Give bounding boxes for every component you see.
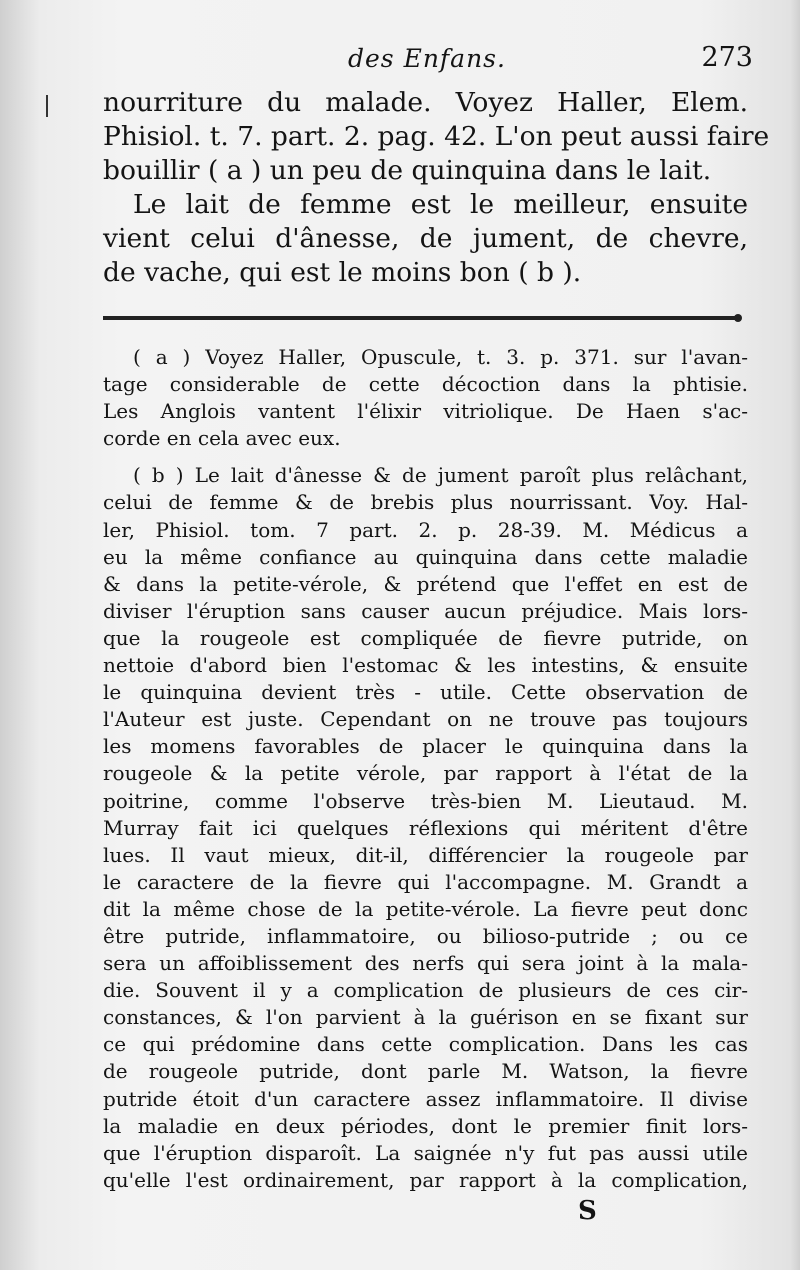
text-line: de vache, qui est le moins bon ( b ). [103,257,582,288]
footnote-line: la maladie en deux périodes, dont le premier finit lors- [103,1113,748,1138]
footnote-line: les momens favorables de placer le quinquina dans la [103,734,748,759]
footnote-line: qu'elle l'est ordinairement, par rapport à la complication, [103,1167,748,1192]
running-title: des Enfans. [348,44,506,73]
margin-mark [46,95,48,117]
signature-mark: S [578,1196,597,1226]
text-line: Le lait de femme est le meilleur, ensuite [133,189,748,220]
footnote-line: & dans la petite-vérole, & prétend que l'effet en est de [103,571,748,596]
footnote-line: ce qui prédomine dans cette complication. Dans les cas [103,1032,748,1057]
footnote-a [103,344,748,452]
footnote-line: ( a ) Voyez Haller, Opuscule, t. 3. p. 371. sur l'avan- [133,345,748,369]
footnote-line: le caractere de la fievre qui l'accompagne. M. Grandt a [103,869,748,894]
footnote-line: que la rougeole est compliquée de fievre putride, on [103,625,748,650]
footnote-line: tage considerable de cette décoction dans la phtisie. [103,372,748,397]
main-text [103,86,770,290]
footnote-line: poitrine, comme l'observe très-bien M. Lieutaud. M. [103,788,748,813]
footnote-line: Les Anglois vantent l'élixir vitriolique. De Haen s'ac- [103,399,748,424]
footnote-line: ler, Phisiol. tom. 7 part. 2. p. 28-39. M. Médicus a [103,517,748,542]
footnote-line: putride étoit d'un caractere assez inflammatoire. Il divise [103,1086,748,1111]
footnote-line: lues. Il vaut mieux, dit-il, différencier la rougeole par [103,842,748,867]
footnote-line: rougeole & la petite vérole, par rapport à l'état de la [103,761,748,786]
footnote-line: diviser l'éruption sans causer aucun préjudice. Mais lors- [103,598,748,623]
text-line: vient celui d'ânesse, de jument, de chevre, [103,223,748,254]
footnote-line: eu la même confiance au quinquina dans cette maladie [103,544,748,569]
footnote-line: sera un affoiblissement des nerfs qui sera joint à la mala- [103,951,748,976]
footnote-line: être putride, inflammatoire, ou bilioso-putride ; ou ce [103,923,748,948]
footnotes [103,344,748,1194]
page-number: 273 [701,42,753,73]
footnote-line: die. Souvent il y a complication de plusieurs de ces cir- [103,978,748,1003]
footnote-line: Murray fait ici quelques réflexions qui méritent d'être [103,815,748,840]
footnote-line: dit la même chose de la petite-vérole. La fievre peut donc [103,896,748,921]
footnote-line: constances, & l'on parvient à la guérison en se fixant sur [103,1005,748,1030]
text-line: nourriture du malade. Voyez Haller, Elem. [103,87,748,118]
footnote-line: que l'éruption disparoît. La saignée n'y fut pas aussi utile [103,1140,748,1165]
footnote-line: celui de femme & de brebis plus nourrissant. Voy. Hal- [103,490,748,515]
footnote-divider [103,316,738,320]
text-line: Phisiol. t. 7. part. 2. pag. 42. L'on peut aussi faire [103,121,770,152]
footnote-line: corde en cela avec eux. [103,426,341,451]
footnote-b [103,462,748,1194]
footnote-line: de rougeole putride, dont parle M. Watson, la fievre [103,1059,748,1084]
page-header [103,42,753,82]
footnote-line: le quinquina devient très - utile. Cette observation de [103,680,748,705]
footnote-line: nettoie d'abord bien l'estomac & les intestins, & ensuite [103,653,748,678]
footnote-line: ( b ) Le lait d'ânesse & de jument paroît plus relâchant, [133,463,748,488]
footnote-line: l'Auteur est juste. Cependant on ne trouve pas toujours [103,707,748,732]
text-line: bouillir ( a ) un peu de quinquina dans le lait. [103,155,712,186]
